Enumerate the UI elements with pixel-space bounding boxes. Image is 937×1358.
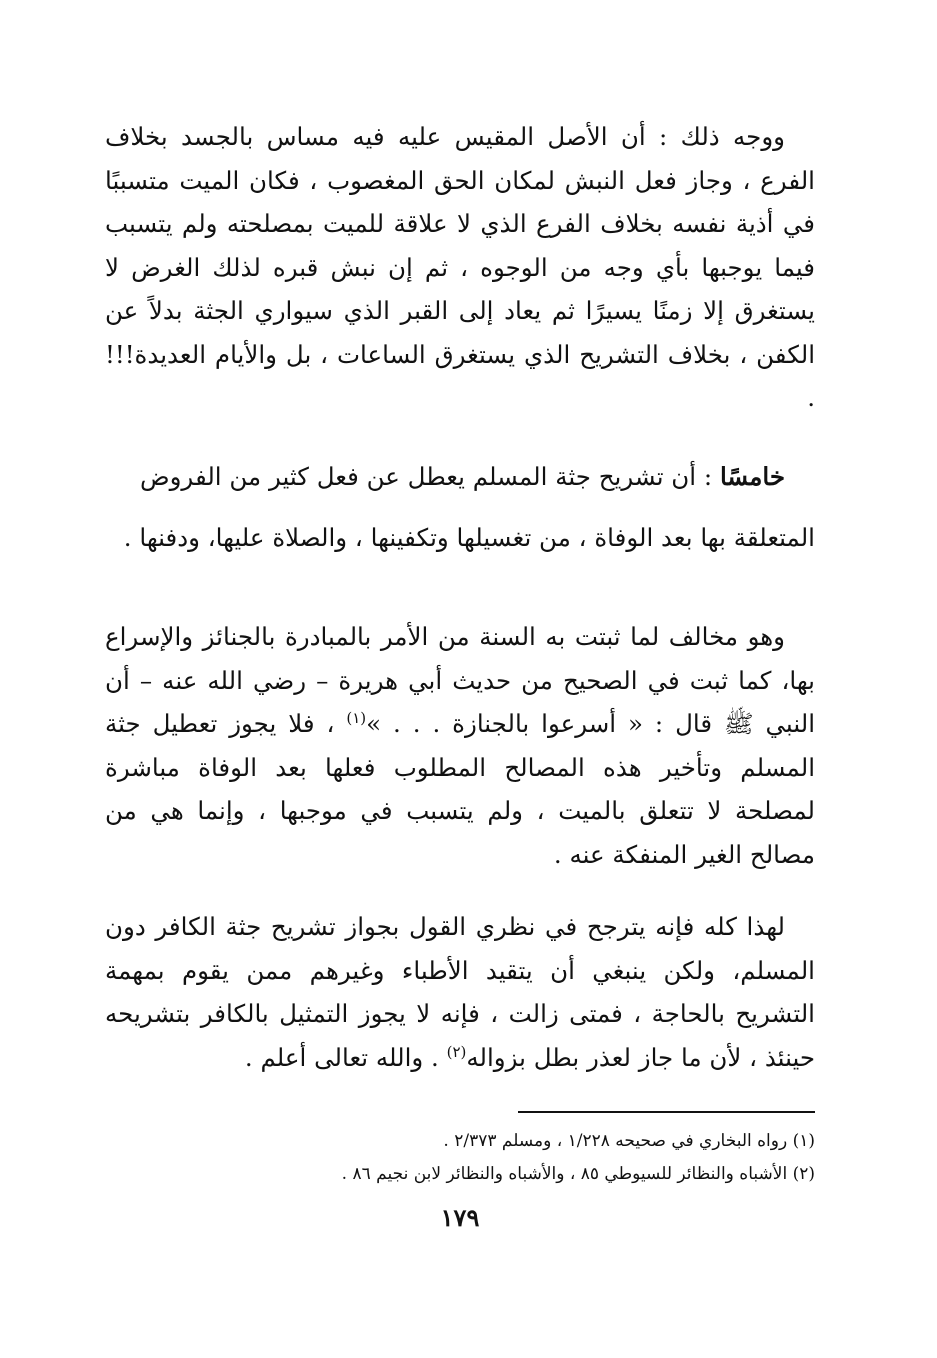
paragraph-3-text-a: وهو مخالف لما ثبتت به السنة من الأمر بالمبادرة بالجنائز والإسراع بها، كما ثبت في الصحيح من حديث أبي هريرة – رضي الله عنه – أن النبي ﷺ قال : « أسرعوا بالجنازة . . . » [105, 622, 815, 738]
paragraph-3-text-b: ، فلا يجوز تعطيل جثة المسلم وتأخير هذه المصالح المطلوب فعلها بعد الوفاة مباشرة لمصلحة لا تتعلق بالميت ، ولم يتسبب في موجبها ، وإنما هي من مصالح الغير المنفكة عنه . [105, 709, 815, 869]
footnote-1: (١) رواه البخاري في صحيحه ١/٢٢٨ ، ومسلم ٢/٣٧٣ . [443, 1131, 815, 1151]
paragraph-4 [105, 905, 815, 1079]
paragraph-2 [105, 455, 815, 559]
footnotes [105, 1125, 815, 1191]
paragraph-1 [105, 115, 815, 420]
footnote-2: (٢) الأشباه والنظائر للسيوطي ٨٥ ، والأشباه والنظائر لابن نجيم ٨٦ . [341, 1164, 815, 1184]
paragraph-1-text: ووجه ذلك : أن الأصل المقيس عليه فيه مساس بالجسد بخلاف الفرع ، وجاز فعل النبش لمكان الحق المغصوب ، فكان الميت متسببًا في أذية نفسه بخلاف الفرع الذي لا علاقة للميت بمصلحته ولم يتسبب فيما يوجبها بأي وجه من الوجوه ، ثم إن نبش قبره لذلك الغرض لا يستغرق إلا زمنًا يسيرًا ثم يعاد إلى القبر الذي سيواري الجثة بدلاً عن الكفن ، بخلاف التشريح الذي يستغرق الساعات ، بل والأيام العديدة!!! . [105, 122, 815, 412]
page-number: ١٧٩ [440, 1203, 480, 1232]
paragraph-2-line1-text: : أن تشريح جثة المسلم يعطل عن فعل كثير من الفروض [139, 462, 720, 491]
paragraph-2-first-line [105, 455, 815, 499]
paragraph-4-text-b: . والله تعالى أعلم . [244, 1042, 447, 1072]
paragraph-2-label: خامسًا [719, 462, 785, 491]
footnote-separator [518, 1111, 815, 1113]
footnote-ref-2[interactable]: (٢) [446, 1042, 467, 1061]
paragraph-4-text-a: لهذا كله فإنه يترجح في نظري القول بجواز تشريح جثة الكافر دون المسلم، ولكن ينبغي أن يتقيد الأطباء وغيرهم ممن يقوم بمهمة التشريح بالحاجة ، فمتى زالت ، فإنه لا يجوز التمثيل بالكافر بتشريحه حينئذ ، لأن ما جاز لعذر بطل بزواله [105, 912, 815, 1072]
paragraph-2-rest-text: المتعلقة بها بعد الوفاة ، من تغسيلها وتكفينها ، والصلاة عليها، ودفنها . [123, 522, 815, 552]
footnote-ref-1[interactable]: (١) [346, 708, 367, 727]
paragraph-3 [105, 615, 815, 876]
